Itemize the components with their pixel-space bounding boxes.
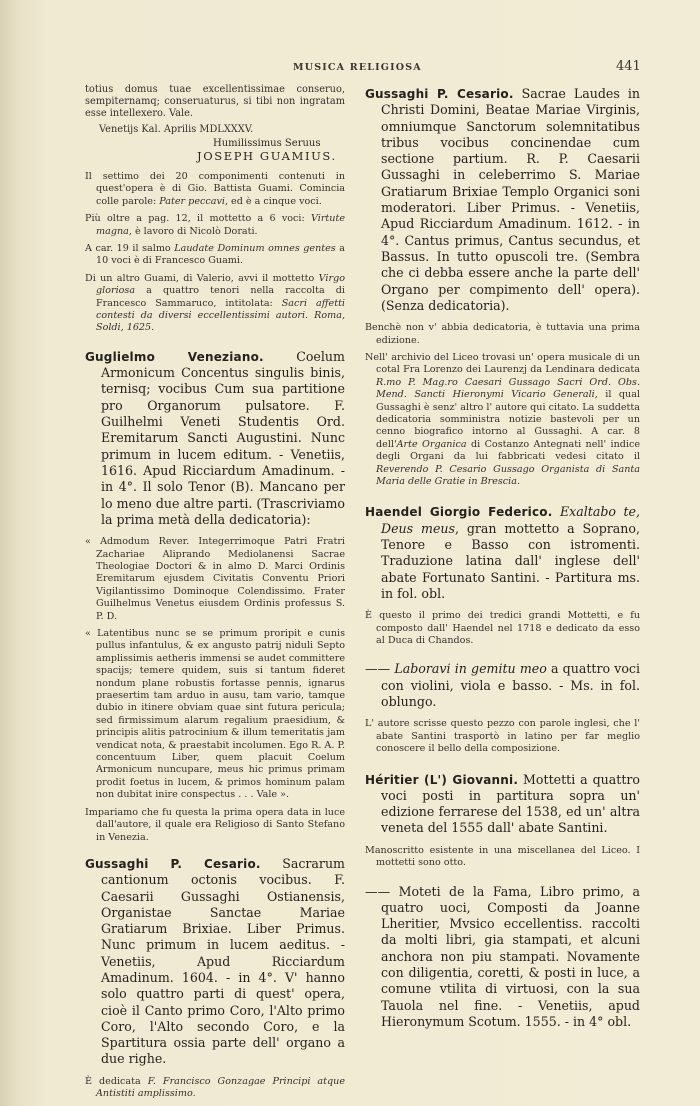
entry-body: Coelum Armonicum Concentus singulis binis, ternisq; vocibus Cum sua partitione pro Organorum pulsatore. F. Guilhelmi Veneti Studentis Ord. Eremitarum Sancti Augustini. Nunc primum in lucem editum. - Venetiis, 1616. Apud Ricciardum Amadinum. - in 4°. Il solo Tenor (B). Mancano per lo meno due altre parti. (Trascriviamo la prima metà della dedicatoria): — [101, 348, 345, 527]
note-italic-title: Virtute magna — [96, 213, 345, 237]
entry-haendel-2 — [365, 661, 640, 710]
entry-guglielmo-veneziano — [85, 349, 345, 528]
entry-body: Sacrae Laudes in Christi Domini, Beatae Mariae Virginis, omniumque Sanctorum solemnitatibus tribus vocibus concinendae cum sectione partium. R. P. Caesarii Gussaghi in celeberrimo S. Mariae Gratiarum Brixiae Templo Organici soni moderatori. Liber Primus. - Venetiis, Apud Ricciardum Amadinum. 1612. - in 4°. Cantus primus, Cantus secundus, et Bassus. In tutto opuscoli tre. (Sembra che ci debba essere anche la parte dell' Organo per compimento dell' opera). (Senza dedicatoria). — [381, 86, 640, 313]
page-number: 441 — [616, 59, 641, 74]
entry-body: Moteti de la Fama, Libro primo, a quatro uoci, Composti da Joanne Lheritier, Mvsico eccellentiss. raccolti da molti libri, gia stampati, et alcuni anchora non piu stampati. Novamente con diligentia, coretti, & posti in luce, a comune vtilita di virtuosi, con la sua Tauola nel fine. - Venetiis, apud Hieronymum Scotum. 1555. - in 4° obl. — [381, 883, 640, 1029]
dedication-end-text: totius domus tuae excellentissimae conseruo, sempiternamq; conseruaturus, si tibi non ingratam esse intellexero. Vale. — [85, 84, 345, 120]
entry-heading: Héritier (L') Giovanni. — [365, 772, 519, 787]
note-text: , ed è a cinque voci. — [224, 195, 322, 207]
entry-dash: —— — [365, 883, 391, 899]
note-text: a 10 voci è di Francesco Guami. — [96, 243, 345, 267]
entry-body: a quattro voci con violini, viola e basso. - Ms. in fol. oblungo. — [381, 661, 640, 710]
note-guami-2 — [85, 213, 345, 238]
left-column — [85, 84, 345, 1106]
note-italic-title: F. Francisco Gonzagae Principi atque Antistiti amplissimo. — [96, 1075, 345, 1100]
entry-gussaghi-2 — [365, 86, 640, 314]
entry-body: Mottetti a quattro voci posti in partitura sopra un' edizione ferrarese del 1538, ed un' altra veneta del 1555 dall' abate Santini. — [381, 771, 640, 836]
note-haendel-2: L' autore scrisse questo pezzo con parole inglesi, che l' abate Santini trasportò in latino per far meglio conoscere il bello della composizione. — [365, 718, 640, 755]
entry-heading: Guglielmo Veneziano. — [85, 349, 264, 364]
note-text: Nell' archivio del Liceo trovasi un' opera musicale di un cotal Fra Lorenzo dei Laurenzj da Lendinara dedicata — [365, 351, 640, 376]
note-guami-3 — [85, 243, 345, 268]
note-italic-title: Pater peccavi — [159, 195, 225, 207]
note-guami-4 — [85, 273, 345, 335]
dedication-quote-2: « Latentibus nunc se se primum proripit e cunis pullus infantulus, & ex angusto patrij niduli Septo amplissimis aetheris immensi se audet committere spacijs; temere quidem, suis si tantum fideret nondum plane robustis fortasse pennis, ignarus praesertim tam arduo in ausu, tam vario, tamque dubio in itinere obviam quae sint futura pericula; sed firmissimum alarum regalium praesidium, & principis alitis patrocinium & illum temeritatis jam vendicat nota, & praestabit incolumen. Ego R. A. P. concentuum Liber, quem placuit Coelum Armonicum nuncupare, meus hic primus primam prodit foetus in lucem, & primos hominum palam non dubitat inire conspectus . . . Vale ». — [85, 628, 346, 801]
entry-gussaghi-1 — [85, 856, 345, 1068]
note-text: Il settimo dei 20 componimenti contenuti in quest'opera è di Gio. Battista Guami. Comincia colle parole: — [85, 171, 345, 207]
note-italic-title: R.mo P. Mag.ro Caesari Gussago Sacri Ord. Obs. Mend. Sancti Hieronymi Vicario Generali — [376, 376, 640, 401]
note-text: Più oltre a pag. 12, il mottetto a 6 voci: — [85, 213, 312, 225]
note-text: , il qual Gussaghi è senz' altro l' autore qui citato. La suddetta dedicatoria somministra notizie bastevoli per un cenno biografico intorno al Gussaghi. A car. 8 dell' — [376, 389, 640, 450]
right-column — [365, 86, 640, 1038]
note-text: Di un altro Guami, di Valerio, avvi il mottetto — [85, 272, 319, 284]
dedication-closing: Humilissimus Seruus — [213, 138, 321, 150]
note-gussaghi-archive — [365, 352, 640, 488]
note-text: È dedicata — [85, 1075, 148, 1087]
note-text: a quattro tenori nella raccolta di Francesco Sammaruco, intitolata: — [96, 285, 345, 309]
note-italic-title: Reverendo P. Cesario Gussago Organista di Santa Maria delle Gratie in Brescia. — [376, 463, 640, 488]
note-heritier: Manoscritto esistente in una miscellanea del Liceo. I mottetti sono otto. — [365, 844, 640, 869]
note-gussaghi-dedication — [85, 1076, 345, 1101]
dedication-signature: JOSEPH GUAMIUS. — [197, 149, 337, 164]
running-title: MUSICA RELIGIOSA — [293, 62, 422, 73]
note-italic-title: Sacri affetti contesti da diversi eccellentissimi autori. Roma, Soldi, 1625. — [96, 297, 345, 334]
note-guami-1 — [85, 171, 345, 208]
note-gussaghi-edition: Benchè non v' abbia dedicatoria, è tuttavia una prima edizione. — [365, 322, 640, 346]
note-italic-title: Laudate Dominum omnes gentes — [174, 243, 336, 255]
entry-body: Sacrarum cantionum octonis vocibus. F. Caesarii Gussaghi Ostianensis, Organistae Sanctae Mariae Gratiarum Brixiae. Liber Primus. Nunc primum in lucem aeditus. - Venetiis, Apud Ricciardum Amadinum. 1604. - in 4°. V' hanno solo quattro parti di quest' opera, cioè il Canto primo Coro, l'Alto primo Coro, l'Alto secondo Coro, e la Spartitura ossia parte dell' organo a due righe. — [101, 855, 345, 1067]
entry-title: Laboravi in gemitu meo — [394, 661, 547, 677]
entry-heritier-2 — [365, 884, 640, 1031]
note-text: di Costanzo Antegnati nell' indice degli Organi da lui fabbricati vedesi citato il — [376, 438, 641, 463]
entry-dash: —— — [365, 661, 391, 677]
note-text: , è lavoro di Nicolò Dorati. — [128, 225, 258, 237]
entry-heritier — [365, 772, 640, 837]
entry-heading: Gussaghi P. Cesario. — [85, 856, 261, 871]
note-text: A car. 19 il salmo — [85, 243, 175, 255]
entry-heading: Gussaghi P. Cesario. — [365, 87, 514, 101]
note-first-work: Impariamo che fu questa la prima opera data in luce dall'autore, il quale era Religioso di Santo Stefano in Venezia. — [85, 806, 345, 843]
entry-haendel — [365, 504, 640, 602]
dedication-quote-1: « Admodum Rever. Integerrimoque Patri Fratri Zachariae Aliprando Mediolanensi Sacrae Theologiae Doctori & in almo D. Marci Ordinis Eremitarum ejusdem Civitatis Conventu Priori Vigilantissimo Dominoque Colendissimo. Frater Guilhelmus Venetus eiusdem Ordinis professus S. P. D. — [85, 536, 345, 622]
entry-heading: Haendel Giorgio Federico. — [365, 505, 553, 520]
entry-body: , gran mottetto a Soprano, Tenore e Basso con istromenti. Traduzione latina dall' inglese dell' abate Fortunato Santini. - Partitura ms. in fol. obl. — [381, 520, 640, 601]
dedication-date-line: Venetijs Kal. Aprilis MDLXXXV. — [99, 123, 254, 135]
note-italic-title: Arte Organica — [396, 438, 467, 450]
note-italic-title: Virgo gloriosa — [96, 272, 345, 297]
entry-title: Exaltabo te, Deus meus — [381, 504, 640, 536]
note-haendel: È questo il primo dei tredici grandi Mottetti, e fu composto dall' Haendel nel 1718 e dedicato da esso al Duca di Chandos. — [365, 610, 640, 647]
